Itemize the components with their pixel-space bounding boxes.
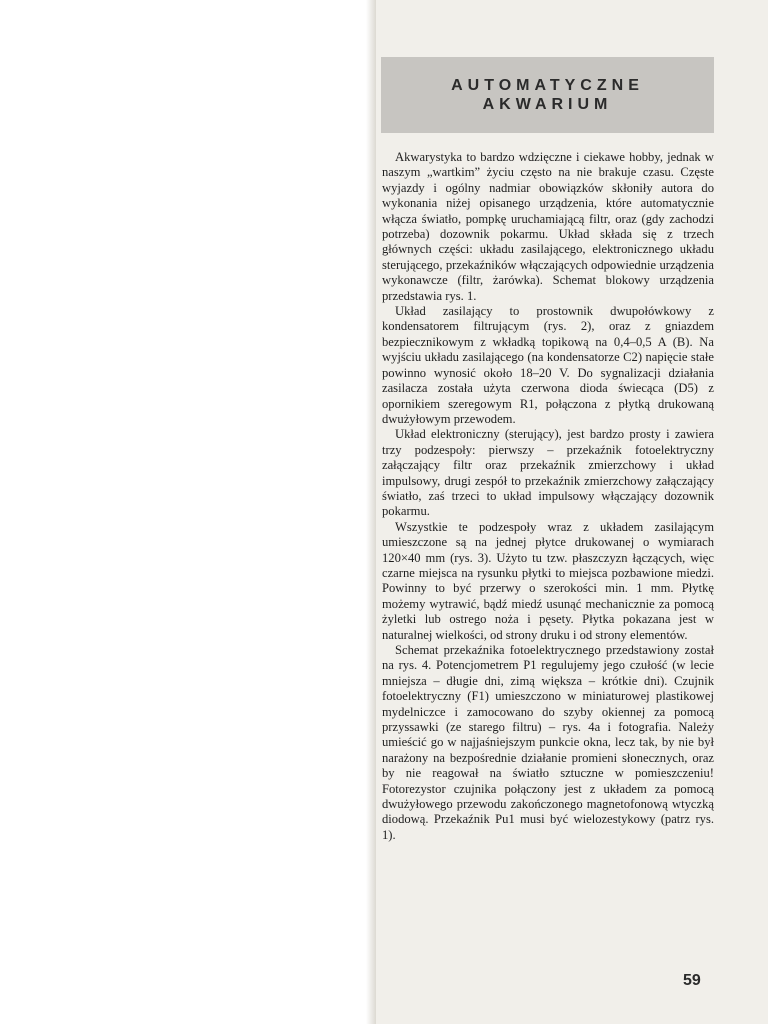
page-number: 59	[683, 972, 701, 989]
paragraph-pcb: Wszystkie te podzespoły wraz z układem zasilającym umieszczone są na jednej płytce drukowanej o wymiarach 120×40 mm (rys. 3). Użyto tu tzw. płaszczyzn łączących, więc czarne miejsca na rysunku płytki to miejsca pozbawione miedzi. Powinny to być przerwy o szerokości min. 1 mm. Płytkę możemy wytrawić, bądź miedź usunąć mechanicznie za pomocą żyletki lub ostrego noża i pęsety. Płytka pokazana jest w naturalnej wielkości, od strony druku i od strony elementów.	[382, 519, 714, 642]
article-body	[382, 150, 714, 965]
article-title-box	[381, 57, 714, 133]
paragraph-control-circuit: Układ elektroniczny (sterujący), jest bardzo prosty i zawiera trzy podzespoły: pierwszy – przekaźnik fotoelektryczny załączający filtr oraz przekaźnik zmierzchowy i układ impulsowy, drugi zespół to przekaźnik zmierzchowy załączający światło, zaś trzeci to układ impulsowy włączający dozownik pokarmu.	[382, 427, 714, 519]
article-title-line-1: AUTOMATYCZNE	[451, 77, 644, 94]
paragraph-power-supply: Układ zasilający to prostownik dwupołówkowy z kondensatorem filtrującym (rys. 2), oraz z gniazdem bezpiecznikowym z wkładką topikową na 0,4–0,5 A (B). Na wyjściu układu zasilającego (na kondensatorze C2) napięcie stałe powinno wynosić około 18–20 V. Do sygnalizacji działania zasilacza została użyta czerwona dioda świecąca (D5) z opornikiem szeregowym R1, połączona z płytką drukowaną dwużyłowym przewodem.	[382, 304, 714, 426]
article-title-line-2: AKWARIUM	[482, 96, 613, 113]
paragraph-photo-relay: Schemat przekaźnika fotoelektrycznego przedstawiony został na rys. 4. Potencjometrem P1 regulujemy jego czułość (w lecie mniejsza – długie dni, zimą większa – krótkie dni). Czujnik fotoelektryczny (F1) umieszczono w miniaturowej plastikowej mydelniczce i zamocowano do szyby okiennej za pomocą przyssawki (ze starego filtru) – rys. 4a i fotografia. Należy umieścić go w najjaśniejszym punkcie okna, lecz tak, by nie był narażony na bezpośrednie działanie promieni słonecznych, oraz by nie reagował na światło sztuczne w pomieszczeniu! Fotorezystor czujnika połączony jest z układem za pomocą dwużyłowego przewodu zakończonego magnetofonową wtyczką diodową. Przekaźnik Pu1 musi być wielozestykowy (patrz rys. 1).	[382, 643, 714, 842]
book-spine-shadow	[366, 0, 376, 1024]
paragraph-intro: Akwarystyka to bardzo wdzięczne i ciekawe hobby, jednak w naszym „wartkim” życiu często na nie brakuje czasu. Częste wyjazdy i ogólny nadmiar obowiązków skłoniły autora do wykonania niżej opisanego urządzenia, które automatycznie włącza światło, pompkę uruchamiającą filtr, oraz (gdy zachodzi potrzeba) dozownik pokarmu. Układ składa się z trzech głównych części: układu zasilającego, elektronicznego układu sterującego, przekaźników włączających odpowiednie urządzenia wykonawcze (filtr, żarówka). Schemat blokowy urządzenia przedstawia rys. 1.	[382, 150, 714, 303]
